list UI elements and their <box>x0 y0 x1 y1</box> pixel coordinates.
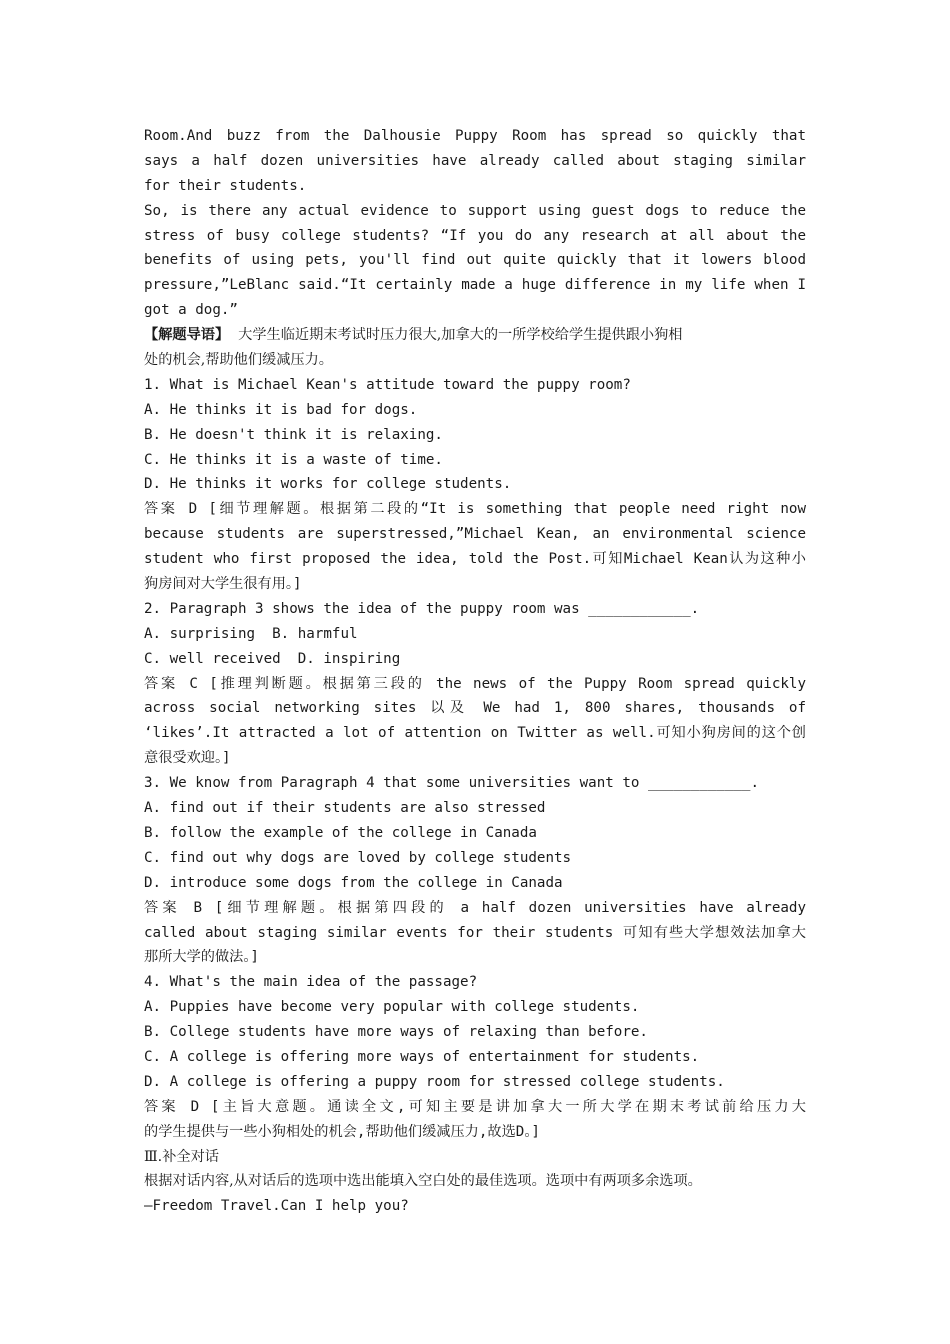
dialogue-line: —Freedom Travel.Can I help you? <box>144 1198 409 1215</box>
text-line: pressure,”LeBlanc said.“It certainly made a huge difference in my life when I <box>144 277 806 294</box>
option-b: B. follow the example of the college in Canada <box>144 824 537 841</box>
guide-section <box>144 323 806 373</box>
section-heading: Ⅲ.补全对话 <box>144 1148 219 1165</box>
answer-line: 狗房间对大学生很有用。] <box>144 576 302 593</box>
guide-label: 【解题导语】 <box>144 327 230 344</box>
answer-line: 那所大学的做法。] <box>144 949 259 966</box>
text-line: Room.And buzz from the Dalhousie Puppy Room has spread so quickly that <box>144 128 806 144</box>
answer-line: 答案 B [细节理解题。根据第四段的 a half dozen universities have already <box>144 899 806 916</box>
text-line: got a dog.” <box>144 302 238 319</box>
section-instruction: 根据对话内容,从对话后的选项中选出能填入空白处的最佳选项。选项中有两项多余选项。 <box>144 1173 702 1190</box>
option-d: D. He thinks it works for college students. <box>144 476 512 493</box>
question-stem: 4. What's the main idea of the passage? <box>144 974 478 991</box>
answer-line: 答案 D [主旨大意题。通读全文,可知主要是讲加拿大一所大学在期末考试前给压力大 <box>144 1098 806 1115</box>
option-ab: A. surprising B. harmful <box>144 625 358 642</box>
option-c: C. find out why dogs are loved by college students <box>144 849 572 866</box>
answer-line: 答案 D [细节理解题。根据第二段的“It is something that people need right now <box>144 501 806 518</box>
question-stem: 2. Paragraph 3 shows the idea of the puppy room was ____________. <box>144 600 700 617</box>
answer-line: called about staging similar events for their students 可知有些大学想效法加拿大 <box>144 924 806 941</box>
document-page <box>144 124 806 1219</box>
option-b: B. He doesn't think it is relaxing. <box>144 426 443 443</box>
option-d: D. A college is offering a puppy room for stressed college students. <box>144 1073 725 1090</box>
question-3 <box>144 771 806 970</box>
text-line: for their students. <box>144 177 307 194</box>
answer-line: because students are superstressed,”Michael Kean, an environmental science <box>144 526 806 543</box>
text-line: So, is there any actual evidence to support using guest dogs to reduce the <box>144 202 806 219</box>
answer-line: ‘likes’.It attracted a lot of attention on Twitter as well.可知小狗房间的这个创 <box>144 725 806 742</box>
answer-line: student who first proposed the idea, told the Post.可知Michael Kean认为这种小 <box>144 551 806 568</box>
answer-line: 答案 C [推理判断题。根据第三段的 the news of the Puppy Room spread quickly <box>144 675 806 692</box>
guide-line: 处的机会,帮助他们缓减压力。 <box>144 352 333 369</box>
passage-paragraph-2 <box>144 199 806 323</box>
option-a: A. Puppies have become very popular with college students. <box>144 999 640 1016</box>
guide-line <box>144 323 806 348</box>
option-cd: C. well received D. inspiring <box>144 650 401 667</box>
question-4 <box>144 970 806 1144</box>
text-line: stress of busy college students? “If you do any research at all about the <box>144 227 806 244</box>
option-a: A. He thinks it is bad for dogs. <box>144 401 418 418</box>
guide-text: 大学生临近期末考试时压力很大,加拿大的一所学校给学生提供跟小狗相 <box>229 327 683 344</box>
section-3 <box>144 1145 806 1220</box>
question-stem: 1. What is Michael Kean's attitude toward the puppy room? <box>144 376 631 393</box>
answer-line: 的学生提供与一些小狗相处的机会,帮助他们缓减压力,故选D。] <box>144 1123 540 1140</box>
answer-line: 意很受欢迎。] <box>144 750 231 767</box>
question-2 <box>144 597 806 771</box>
option-c: C. He thinks it is a waste of time. <box>144 451 443 468</box>
option-a: A. find out if their students are also stressed <box>144 800 546 817</box>
passage-paragraph-1 <box>144 124 806 199</box>
option-b: B. College students have more ways of relaxing than before. <box>144 1024 648 1041</box>
text-line: says a half dozen universities have already called about staging similar <box>144 152 806 169</box>
answer-line: across social networking sites 以及 We had 1, 800 shares, thousands of <box>144 700 806 717</box>
question-1 <box>144 373 806 597</box>
question-stem: 3. We know from Paragraph 4 that some universities want to ____________. <box>144 775 759 792</box>
option-c: C. A college is offering more ways of entertainment for students. <box>144 1048 700 1065</box>
option-d: D. introduce some dogs from the college in Canada <box>144 874 563 891</box>
text-line: benefits of using pets, you'll find out quite quickly that it lowers blood <box>144 252 806 269</box>
